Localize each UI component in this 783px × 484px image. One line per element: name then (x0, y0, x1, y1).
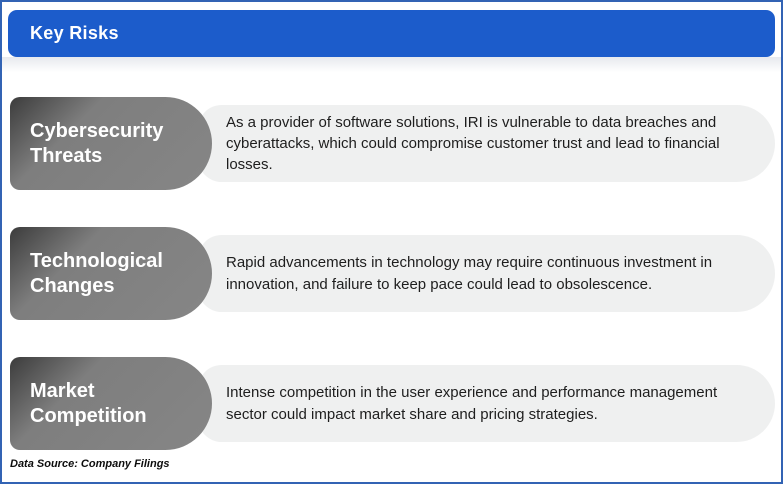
risk-label-text: Market Competition (30, 380, 147, 427)
data-source-note: Data Source: Company Filings (10, 458, 170, 470)
page-title: Key Risks (30, 23, 119, 43)
risk-description-text: Rapid advancements in technology may require continuous investment in innovation, and failure to keep pace could lead to obsolescence. (226, 254, 713, 293)
risk-description (198, 105, 775, 182)
risk-row-cybersecurity-threats (8, 97, 775, 190)
risk-label-text: Cybersecurity Threats (30, 120, 164, 167)
risk-label (10, 97, 212, 190)
header-bar (8, 10, 775, 57)
risk-description (198, 365, 775, 442)
risk-description (198, 235, 775, 312)
risk-description-text: Intense competition in the user experience and performance management sector could impact market share and pricing strategies. (226, 384, 718, 423)
risk-row-market-competition (8, 357, 775, 450)
risk-label-text: Technological Changes (30, 250, 163, 297)
header-shadow-band (2, 57, 781, 73)
risk-description-text: As a provider of software solutions, IRI is vulnerable to data breaches and cyberattacks, which could compromise customer trust and lead to financial losses. (226, 113, 720, 174)
risk-label (10, 357, 212, 450)
risks-list (2, 97, 781, 450)
risk-label (10, 227, 212, 320)
risk-row-technological-changes (8, 227, 775, 320)
